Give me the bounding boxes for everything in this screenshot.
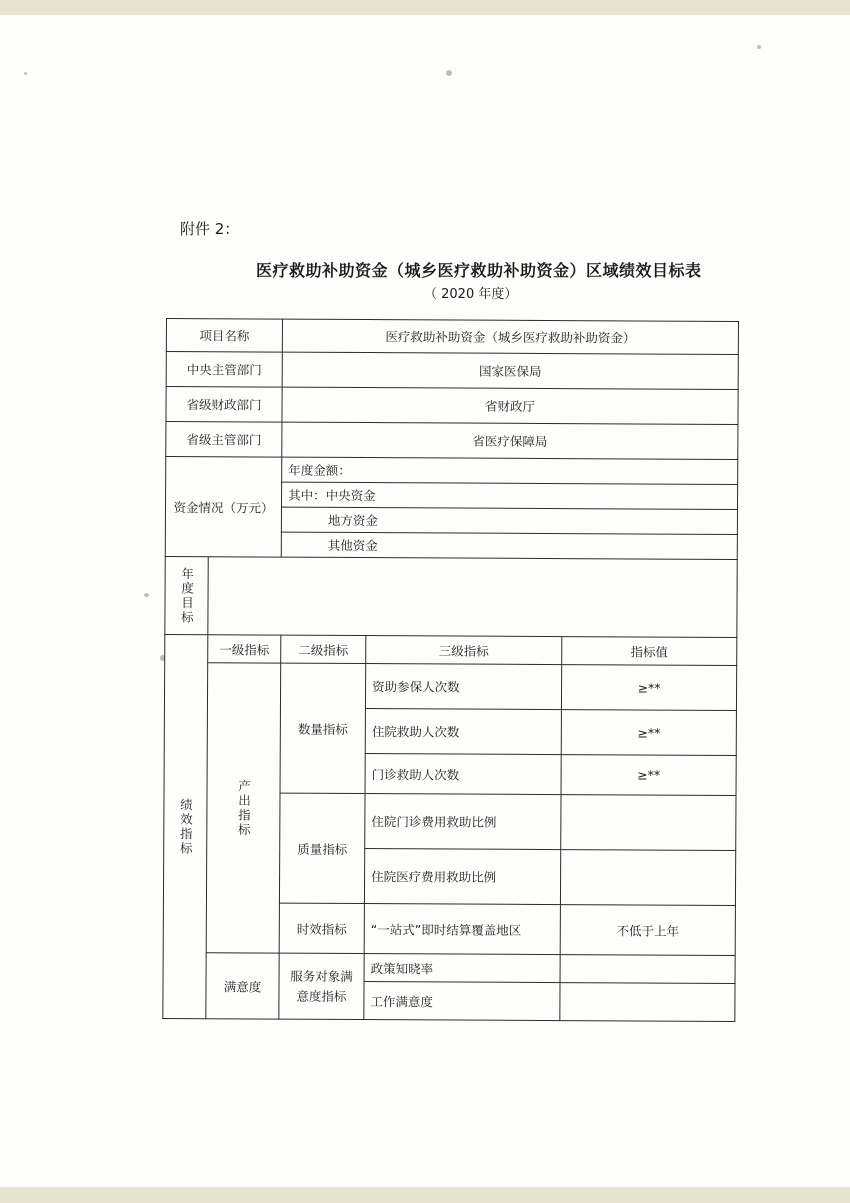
metric-value bbox=[560, 955, 735, 984]
scan-border-bottom bbox=[0, 1187, 850, 1203]
table-row bbox=[166, 319, 738, 355]
scan-speck bbox=[24, 72, 27, 75]
metric-value bbox=[561, 795, 736, 851]
prov-finance-label: 省级财政部门 bbox=[166, 387, 282, 423]
prov-dept-value: 省医疗保障局 bbox=[282, 422, 738, 459]
metric-name: 工作满意度 bbox=[364, 982, 560, 1021]
metric-value bbox=[560, 850, 735, 906]
annual-goal-label: 年度目标 bbox=[179, 566, 195, 625]
document-title: 医疗救助补助资金（城乡医疗救助补助资金）区域绩效目标表 bbox=[256, 261, 702, 280]
table-row bbox=[165, 634, 737, 665]
metric-name: 住院救助人次数 bbox=[365, 709, 561, 755]
annual-goal-value bbox=[208, 557, 737, 638]
header-value: 指标值 bbox=[562, 637, 737, 666]
scan-speck bbox=[757, 45, 761, 49]
funds-label: 资金情况（万元） bbox=[165, 457, 282, 558]
table-row bbox=[166, 457, 738, 485]
funds-central: 其中：中央资金 bbox=[282, 482, 738, 509]
timeliness-label: 时效指标 bbox=[279, 903, 364, 953]
metrics-section-label-cell bbox=[163, 634, 208, 1018]
funds-annual-amount: 年度金额： bbox=[282, 457, 738, 484]
table-row bbox=[164, 662, 736, 710]
funds-other: 其他资金 bbox=[281, 532, 737, 559]
metric-name: “一站式”即时结算覆盖地区 bbox=[364, 904, 560, 955]
metric-name: 门诊救助人次数 bbox=[365, 754, 561, 795]
metric-value: ≥** bbox=[561, 755, 736, 796]
table-row bbox=[166, 387, 738, 425]
prov-dept-label: 省级主管部门 bbox=[166, 422, 282, 458]
scan-border-top bbox=[0, 0, 850, 15]
table-row bbox=[163, 952, 735, 983]
output-label-cell bbox=[206, 663, 281, 953]
quantity-label: 数量指标 bbox=[280, 663, 366, 793]
metric-value: 不低于上年 bbox=[560, 905, 735, 956]
metric-name: 政策知晓率 bbox=[364, 954, 560, 983]
document-subtitle: （ 2020 年度） bbox=[424, 287, 518, 302]
header-level1: 一级指标 bbox=[208, 635, 281, 663]
metric-value: ≥** bbox=[561, 665, 736, 711]
central-dept-label: 中央主管部门 bbox=[166, 352, 282, 388]
annual-goal-label-cell bbox=[165, 556, 208, 634]
satisfaction-label: 满意度 bbox=[206, 953, 279, 1019]
header-level3: 三级指标 bbox=[366, 636, 562, 665]
table-row bbox=[166, 352, 738, 390]
metric-name: 资助参保人次数 bbox=[365, 664, 561, 710]
service-satisfaction-label: 服务对象满意度指标 bbox=[279, 953, 364, 1019]
header-level2: 二级指标 bbox=[281, 635, 366, 663]
prov-finance-value: 省财政厅 bbox=[282, 387, 738, 424]
metric-name: 住院门诊费用救助比例 bbox=[365, 794, 561, 850]
project-name-label: 项目名称 bbox=[166, 319, 282, 353]
table-row bbox=[166, 422, 738, 460]
scan-speck bbox=[144, 593, 149, 597]
quality-label: 质量指标 bbox=[279, 793, 365, 903]
metrics-section-label: 绩效指标 bbox=[178, 797, 194, 856]
central-dept-value: 国家医保局 bbox=[282, 352, 738, 389]
metric-name: 住院医疗费用救助比例 bbox=[364, 849, 560, 905]
project-name-value: 医疗救助补助资金（城乡医疗救助补助资金） bbox=[282, 319, 738, 354]
funds-local: 地方资金 bbox=[281, 507, 737, 534]
metric-value: ≥** bbox=[561, 710, 736, 756]
metric-value bbox=[560, 983, 735, 1022]
output-label: 产出指标 bbox=[236, 778, 252, 837]
scan-speck bbox=[446, 70, 452, 76]
table-row bbox=[165, 556, 737, 637]
performance-target-table bbox=[162, 318, 739, 1022]
attachment-label: 附件 2： bbox=[180, 220, 240, 238]
